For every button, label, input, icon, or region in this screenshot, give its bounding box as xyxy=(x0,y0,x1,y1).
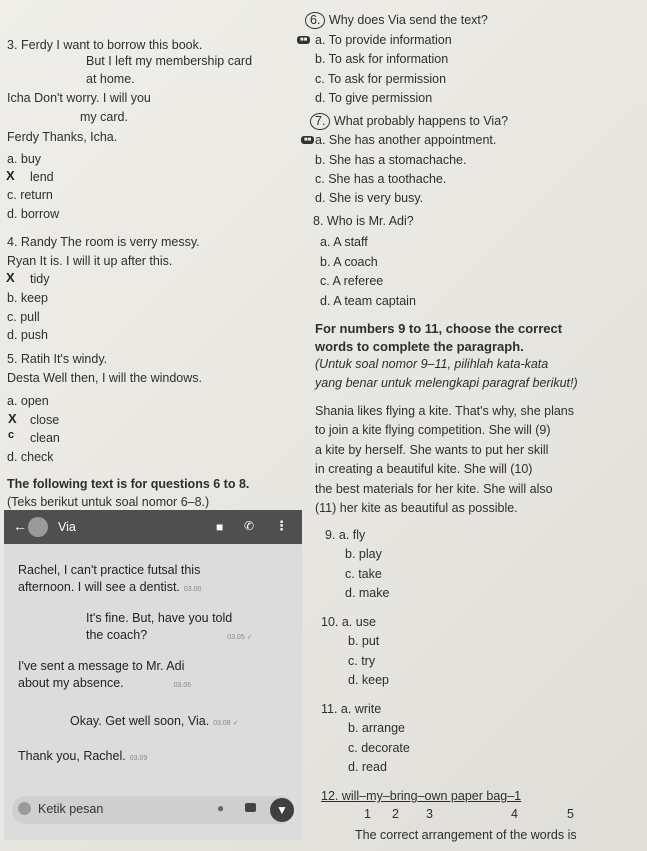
pen-mark: ■■ xyxy=(301,136,314,144)
avatar xyxy=(28,517,48,537)
q7-question: 7. What probably happens to Via? xyxy=(314,113,508,130)
q12-prompt: The correct arrangement of the words is xyxy=(355,828,577,842)
text-instruction-id: (Untuk soal nomor 9–11, pilihlah kata-kata xyxy=(315,357,549,371)
text-instruction: For numbers 9 to 11, choose the correct xyxy=(315,321,563,336)
pen-mark: ■■ xyxy=(297,36,310,44)
q8-option-c[interactable]: c. A referee xyxy=(320,274,384,288)
paragraph-line: the best materials for her kite. She will also xyxy=(315,482,553,496)
q10-option-d[interactable]: d. keep xyxy=(348,673,390,687)
answer-check-mark: X xyxy=(8,411,17,426)
q12-word-number: 5 xyxy=(567,807,574,821)
chat-header xyxy=(4,510,302,544)
q11-option-c[interactable]: c. decorate xyxy=(348,741,410,755)
paragraph-line: to join a kite flying competition. She will (9) xyxy=(315,423,551,437)
message-received: Rachel, I can't practice futsal this afternoon. I will see a dentist. 03.00 xyxy=(18,563,202,594)
paragraph-line: in creating a beautiful kite. She will (10) xyxy=(315,462,533,476)
q4-line-2: Ryan It is. I will it up after this. xyxy=(7,254,173,268)
q5-option-c[interactable]: clean xyxy=(30,431,60,445)
q3-option-b[interactable]: lend xyxy=(30,170,54,184)
video-call-icon[interactable]: ■ xyxy=(216,520,224,534)
q6-question: 6. Why does Via send the text? xyxy=(309,12,488,29)
more-icon[interactable]: ⋮ xyxy=(275,518,288,533)
q8-option-d[interactable]: d. A team captain xyxy=(320,294,416,308)
answer-check-mark: c xyxy=(8,429,15,441)
phone-icon[interactable]: ✆ xyxy=(244,519,255,533)
q12-word-number: 3 xyxy=(426,807,433,821)
message-sent: It's fine. But, have you told the coach? 03.05 ✓ xyxy=(86,611,253,642)
q6-option-d[interactable]: d. To give permission xyxy=(315,91,433,105)
q5-line-1: 5. Ratih It's windy. xyxy=(7,352,108,366)
emoji-icon[interactable] xyxy=(18,802,31,815)
q7-option-c[interactable]: c. She has a toothache. xyxy=(315,172,447,186)
q11-option-a[interactable]: 11. a. write xyxy=(321,702,382,716)
q10-option-c[interactable]: c. try xyxy=(348,654,376,668)
q3-line-4: Icha Don't worry. I will you xyxy=(7,91,151,105)
q4-line-1: 4. Randy The room is verry messy. xyxy=(7,235,200,249)
back-arrow-icon[interactable]: ← xyxy=(13,518,27,534)
message-sent: Okay. Get well soon, Via. 03.08 ✓ xyxy=(70,714,239,728)
q12-word-number: 2 xyxy=(392,807,399,821)
chat-screenshot xyxy=(4,510,302,840)
q3-line-6: Ferdy Thanks, Icha. xyxy=(7,130,118,144)
q4-option-d[interactable]: d. push xyxy=(7,328,49,342)
q5-line-2: Desta Well then, I will the windows. xyxy=(7,371,202,385)
q12-word-number: 4 xyxy=(511,807,518,821)
q3-line-2: But I left my membership card xyxy=(86,54,253,68)
text-instruction: words to complete the paragraph. xyxy=(315,339,524,354)
microphone-button[interactable]: ▼ xyxy=(270,798,294,822)
q7-option-d[interactable]: d. She is very busy. xyxy=(315,191,424,205)
q9-option-a[interactable]: 9. a. fly xyxy=(325,528,366,542)
q12-sentence: 12. will–my–bring–own paper bag–1 xyxy=(321,789,522,803)
q3-line-3: at home. xyxy=(86,72,135,86)
q3-option-d[interactable]: d. borrow xyxy=(7,207,60,221)
message-received: I've sent a message to Mr. Adi about my absence. 03.06 xyxy=(18,659,192,690)
paragraph-line: a kite by herself. She wants to put her skill xyxy=(315,443,549,457)
q9-option-d[interactable]: d. make xyxy=(345,586,390,600)
q11-option-b[interactable]: b. arrange xyxy=(348,721,405,735)
paragraph-line: Shania likes flying a kite. That's why, she plans xyxy=(315,404,575,418)
q8-option-b[interactable]: b. A coach xyxy=(320,255,378,269)
q10-option-b[interactable]: b. put xyxy=(348,634,380,648)
q5-option-b[interactable]: close xyxy=(30,413,60,427)
q7-option-a[interactable]: a. She has another appointment. xyxy=(315,133,497,147)
text-instruction-id: yang benar untuk melengkapi paragraf berikut!) xyxy=(315,376,578,390)
answer-check-mark: X xyxy=(6,270,15,285)
q9-option-b[interactable]: b. play xyxy=(345,547,382,561)
camera-icon[interactable] xyxy=(245,803,256,812)
q4-option-a[interactable]: tidy xyxy=(30,272,50,286)
chat-input-bar[interactable] xyxy=(12,796,294,824)
q9-option-c[interactable]: c. take xyxy=(345,567,382,581)
q3-line-1: Ferdy I want to borrow this book. xyxy=(21,38,203,52)
message-received: Thank you, Rachel. 03.09 xyxy=(18,749,148,763)
text-instruction-id: (Teks berikut untuk soal nomor 6–8.) xyxy=(7,495,210,509)
q3-line-5: my card. xyxy=(80,110,128,124)
q8-question: 8. Who is Mr. Adi? xyxy=(313,214,414,228)
q3-number: 3. xyxy=(7,38,18,52)
q3-option-a[interactable]: a. buy xyxy=(7,152,42,166)
q10-option-a[interactable]: 10. a. use xyxy=(321,615,376,629)
q11-option-d[interactable]: d. read xyxy=(348,760,387,774)
q5-option-a[interactable]: a. open xyxy=(7,394,49,408)
paragraph-line: (11) her kite as beautiful as possible. xyxy=(315,501,518,515)
text-instruction: The following text is for questions 6 to 8. xyxy=(7,477,250,491)
q6-option-b[interactable]: b. To ask for information xyxy=(315,52,449,66)
message-input-placeholder[interactable]: Ketik pesan xyxy=(38,802,104,816)
q8-option-a[interactable]: a. A staff xyxy=(320,235,368,249)
answer-check-mark: X xyxy=(6,168,15,183)
q4-option-b[interactable]: b. keep xyxy=(7,291,49,305)
attachment-icon[interactable]: ● xyxy=(217,801,225,815)
q12-word-number: 1 xyxy=(364,807,371,821)
q5-option-d[interactable]: d. check xyxy=(7,450,54,464)
q7-option-b[interactable]: b. She has a stomachache. xyxy=(315,153,467,167)
q4-option-c[interactable]: c. pull xyxy=(7,310,40,324)
chat-contact-name: Via xyxy=(58,520,76,534)
q3-option-c[interactable]: c. return xyxy=(7,188,53,202)
q6-option-a[interactable]: a. To provide information xyxy=(315,33,452,47)
q6-option-c[interactable]: c. To ask for permission xyxy=(315,72,447,86)
